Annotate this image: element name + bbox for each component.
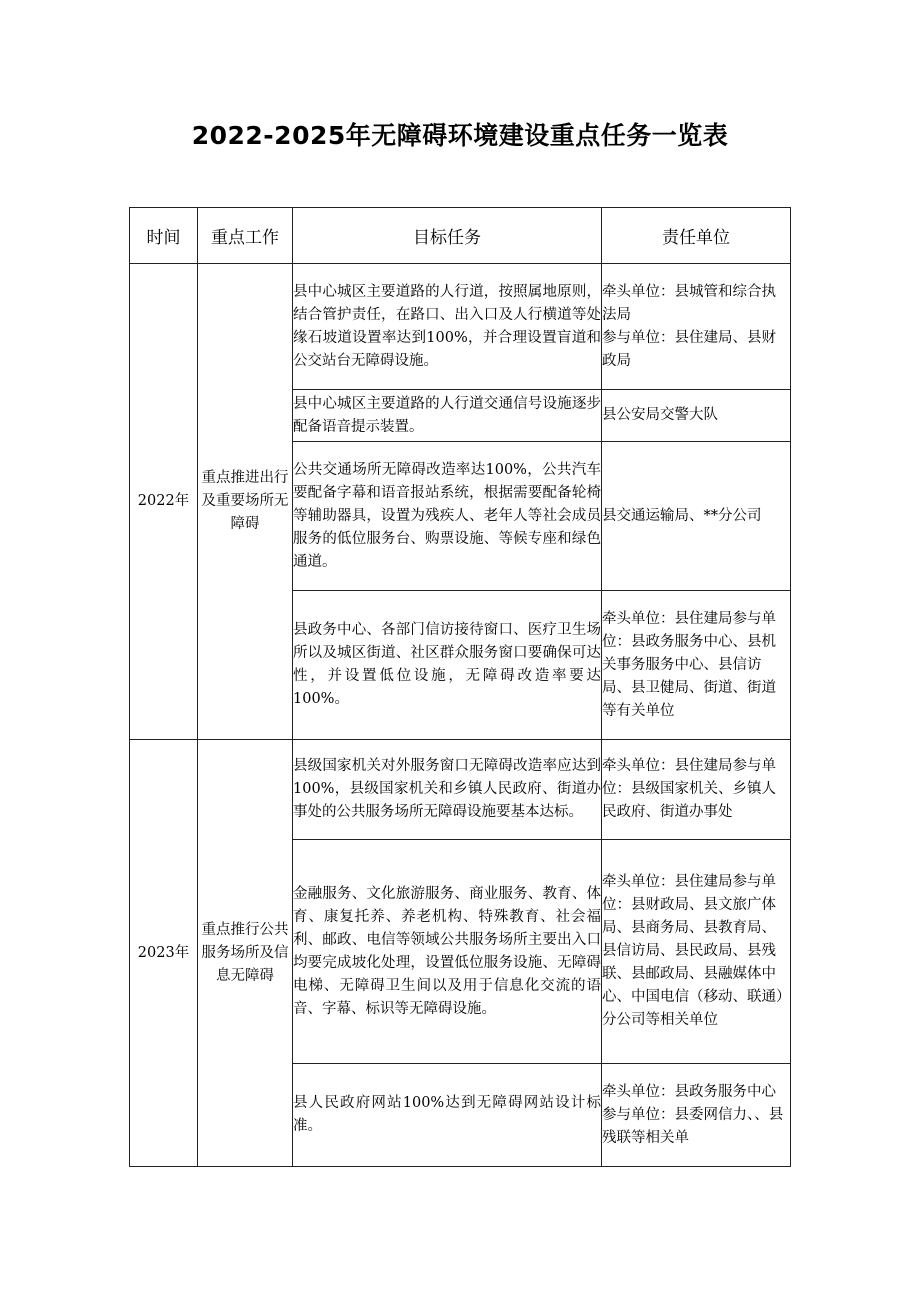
target-cell: 县人民政府网站100%达到无障碍网站设计标准。: [293, 1064, 602, 1167]
table-row: [130, 264, 791, 390]
task-table: [129, 207, 791, 1167]
responsible-line: 参与单位：县住建局、县财政局: [602, 329, 776, 369]
responsible-cell: [602, 264, 791, 390]
responsible-cell: [602, 840, 791, 1064]
target-cell: 县级国家机关对外服务窗口无障碍改造率应达到100%，县级国家机关和乡镇人民政府、街道办事处的公共服务场所无障碍设施要基本达标。: [293, 740, 602, 840]
responsible-line: 县公安局交警大队: [602, 407, 718, 423]
work-cell: 重点推行公共服务场所及信息无障碍: [198, 740, 293, 1167]
year-cell: 2023年: [130, 740, 198, 1167]
responsible-line: 参与单位：县委网信力、、县残联等相关单: [602, 1106, 784, 1146]
responsible-cell: [602, 390, 791, 442]
target-cell: 县中心城区主要道路的人行道，按照属地原则，结合管护责任，在路口、出入口及人行横道等处缘石坡道设置率达到100%，并合理设置盲道和公交站台无障碍设施。: [293, 264, 602, 390]
responsible-line: 牵头单位：县城管和综合执法局: [602, 283, 776, 323]
table-row: [130, 740, 791, 840]
responsible-cell: [602, 591, 791, 740]
responsible-line: 县交通运输局、**分公司: [602, 507, 762, 524]
work-cell: 重点推进出行及重要场所无障碍: [198, 264, 293, 740]
responsible-line: 牵头单位：县住建局参与单位：县级国家机关、乡镇人民政府、街道办事处: [602, 758, 776, 820]
target-cell: 金融服务、文化旅游服务、商业服务、教育、体育、康复托养、养老机构、特殊教育、社会福利、邮政、电信等领域公共服务场所主要出入口均要完成坡化处理，设置低位服务设施、无障碍电梯、无障碍卫生间以及用于信息化交流的语音、字幕、标识等无障碍设施。: [293, 840, 602, 1064]
table-header-row: [130, 208, 791, 264]
year-cell: 2022年: [130, 264, 198, 740]
responsible-line: 牵头单位：县住建局参与单位：县政务服务中心、县机关事务服务中心、县信访局、县卫健局、街道、街道等有关单位: [602, 610, 776, 719]
responsible-cell: [602, 1064, 791, 1167]
header-work: 重点工作: [198, 208, 293, 264]
responsible-cell: [602, 740, 791, 840]
header-responsible: 责任单位: [602, 208, 791, 264]
page-title: 2022-2025年无障碍环境建设重点任务一览表: [191, 121, 729, 150]
responsible-line: 牵头单位：县住建局参与单位：县财政局、县文旅广体局、县商务局、县教育局、县信访局、县民政局、县残联、县邮政局、县融媒体中心、中国电信（移动、联通）分公司等相关单位: [602, 874, 784, 1028]
target-cell: 县政务中心、各部门信访接待窗口、医疗卫生场所以及城区街道、社区群众服务窗口要确保可达性，并设置低位设施，无障碍改造率要达100%。: [293, 591, 602, 740]
target-cell: 公共交通场所无障碍改造率达100%，公共汽车要配备字幕和语音报站系统，根据需要配备轮椅等辅助器具，设置为残疾人、老年人等社会成员服务的低位服务台、购票设施、等候专座和绿色通道。: [293, 442, 602, 591]
responsible-cell: [602, 442, 791, 591]
target-cell: 县中心城区主要道路的人行道交通信号设施逐步配备语音提示装置。: [293, 390, 602, 442]
header-target: 目标任务: [293, 208, 602, 264]
responsible-line: 牵头单位：县政务服务中心: [602, 1083, 776, 1100]
header-time: 时间: [130, 208, 198, 264]
